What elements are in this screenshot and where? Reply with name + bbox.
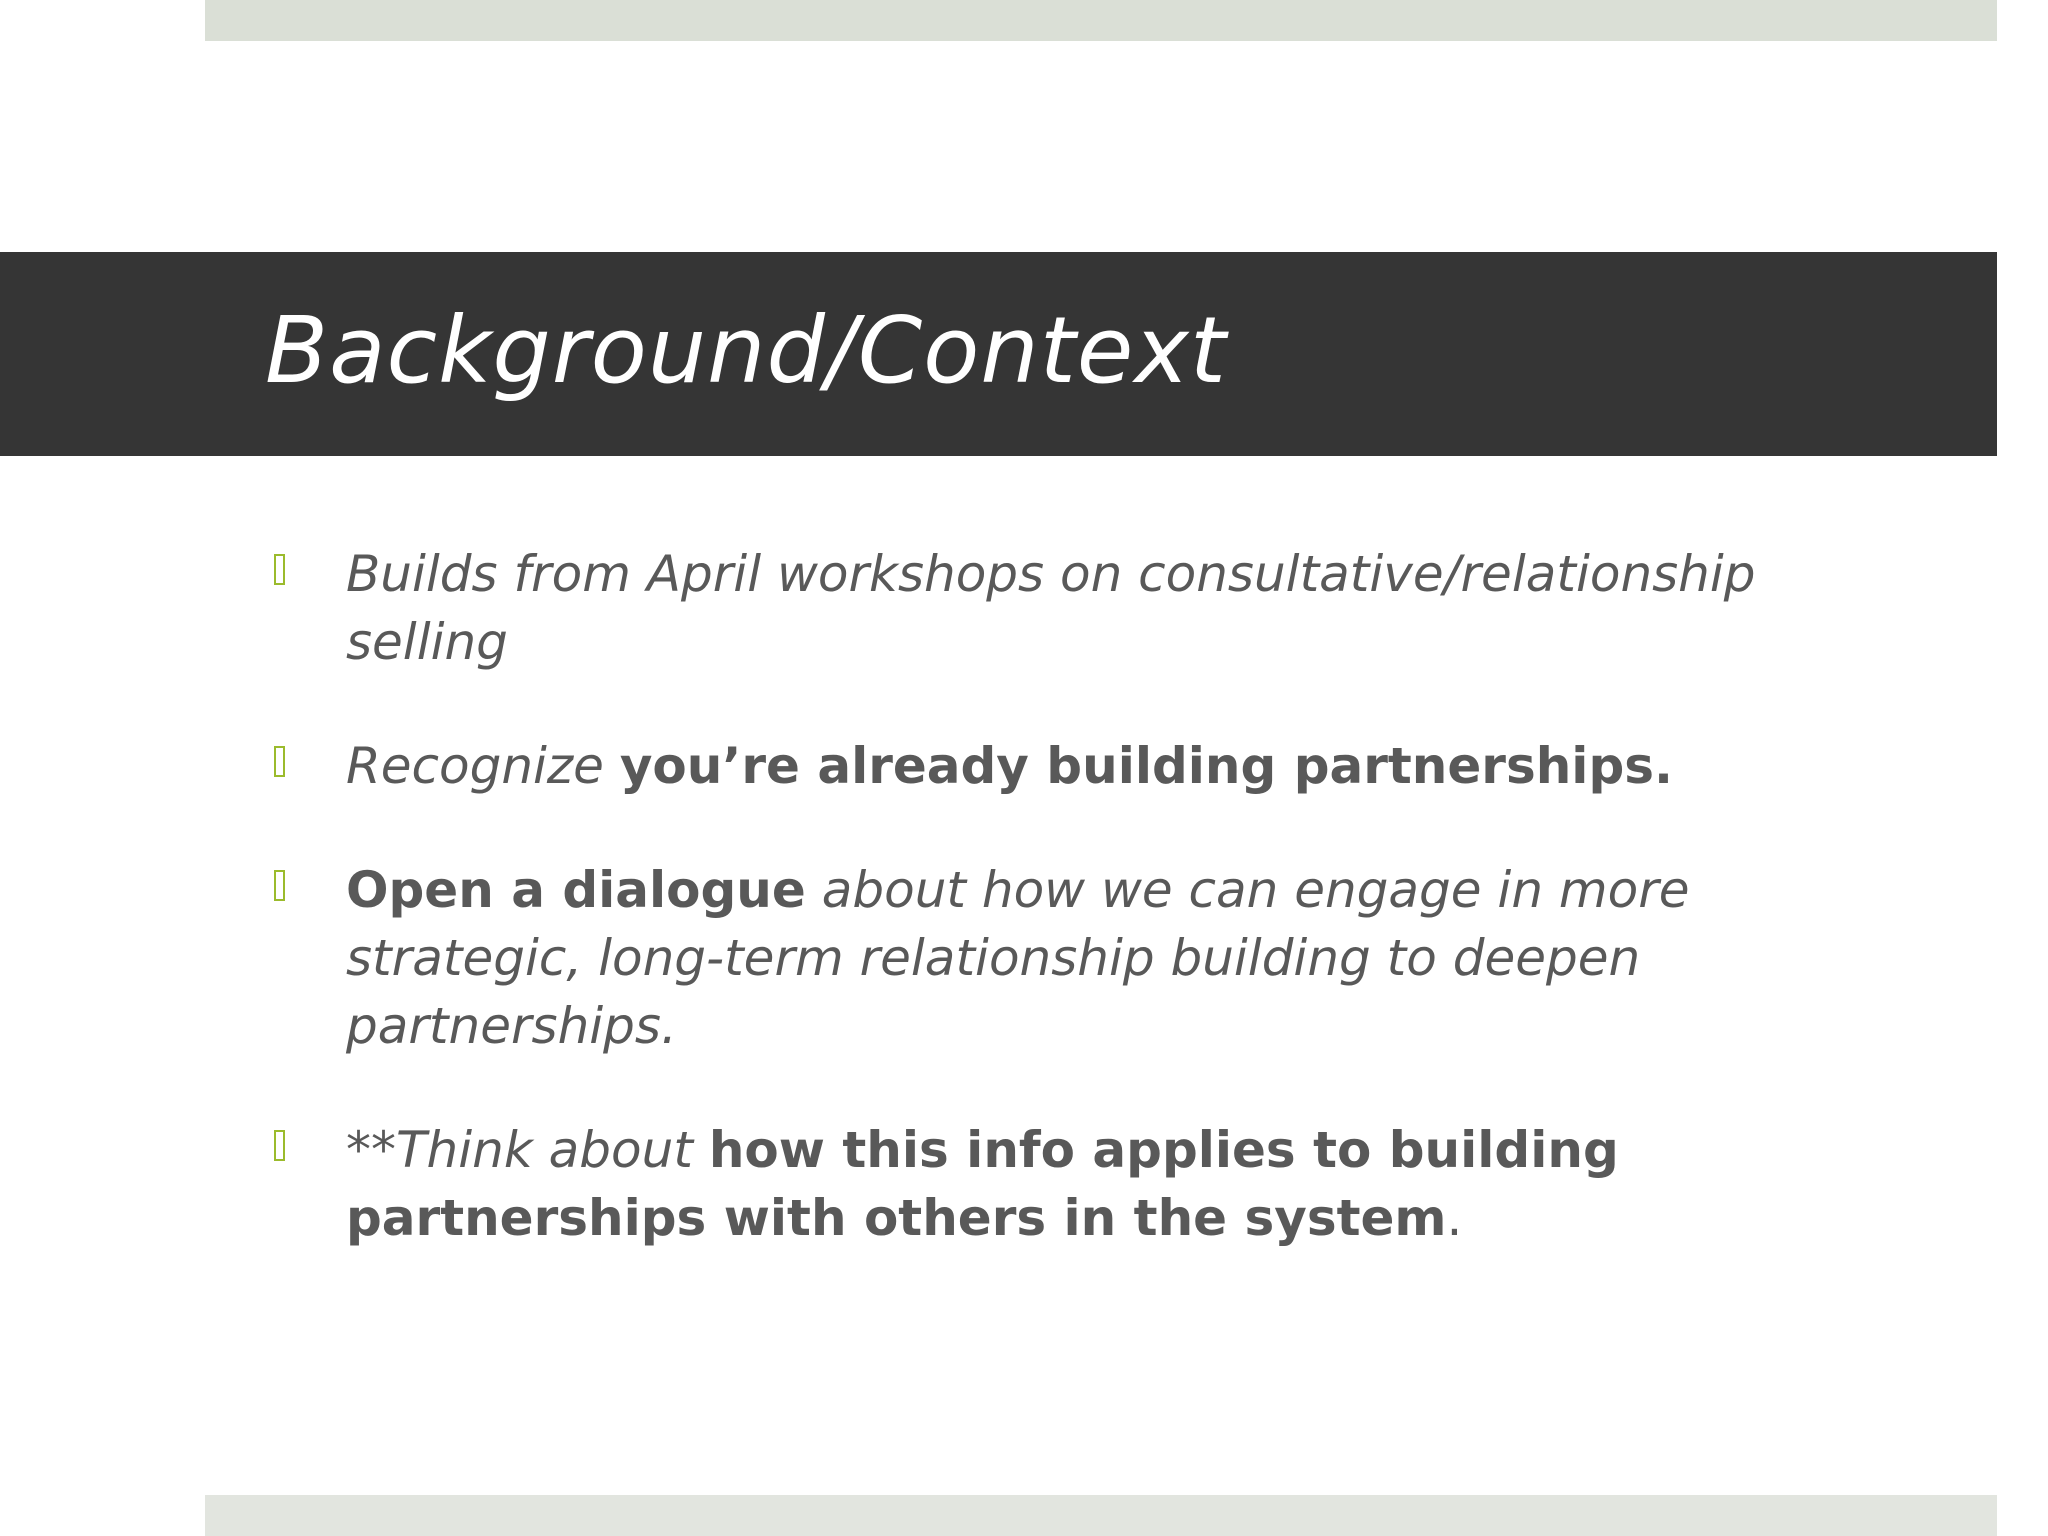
bullet-item [270,732,1910,800]
slide-title: Background/Context [265,297,1227,404]
bullet-item [270,540,1910,676]
square-outline-bullet-icon [274,554,285,585]
bullet-item [270,1116,1910,1252]
bullet-text-period: . [1446,1189,1463,1247]
bullet-text-bold: you’re already building partnerships. [619,737,1673,795]
bullet-text-italic: about how we can engage in more strategic, long-term relationship building to deepen partnerships. [346,861,1690,1055]
bullet-text-bold: how this info applies to building partnerships with others in the system [346,1121,1619,1247]
square-outline-bullet-icon [274,1130,285,1161]
square-outline-bullet-icon [274,746,285,777]
bullet-text-italic: Recognize [346,737,620,795]
bullet-text-italic: Builds from April workshops on consultative/relationship selling [346,545,1756,671]
bottom-decorative-band [205,1495,1997,1536]
square-outline-bullet-icon [274,870,285,901]
bullet-text-bold: Open a dialogue [346,861,806,919]
bullet-text-italic: **Think about [346,1121,709,1179]
bullet-item [270,856,1910,1060]
top-decorative-band [205,0,1997,41]
bullet-list [270,540,1910,1252]
